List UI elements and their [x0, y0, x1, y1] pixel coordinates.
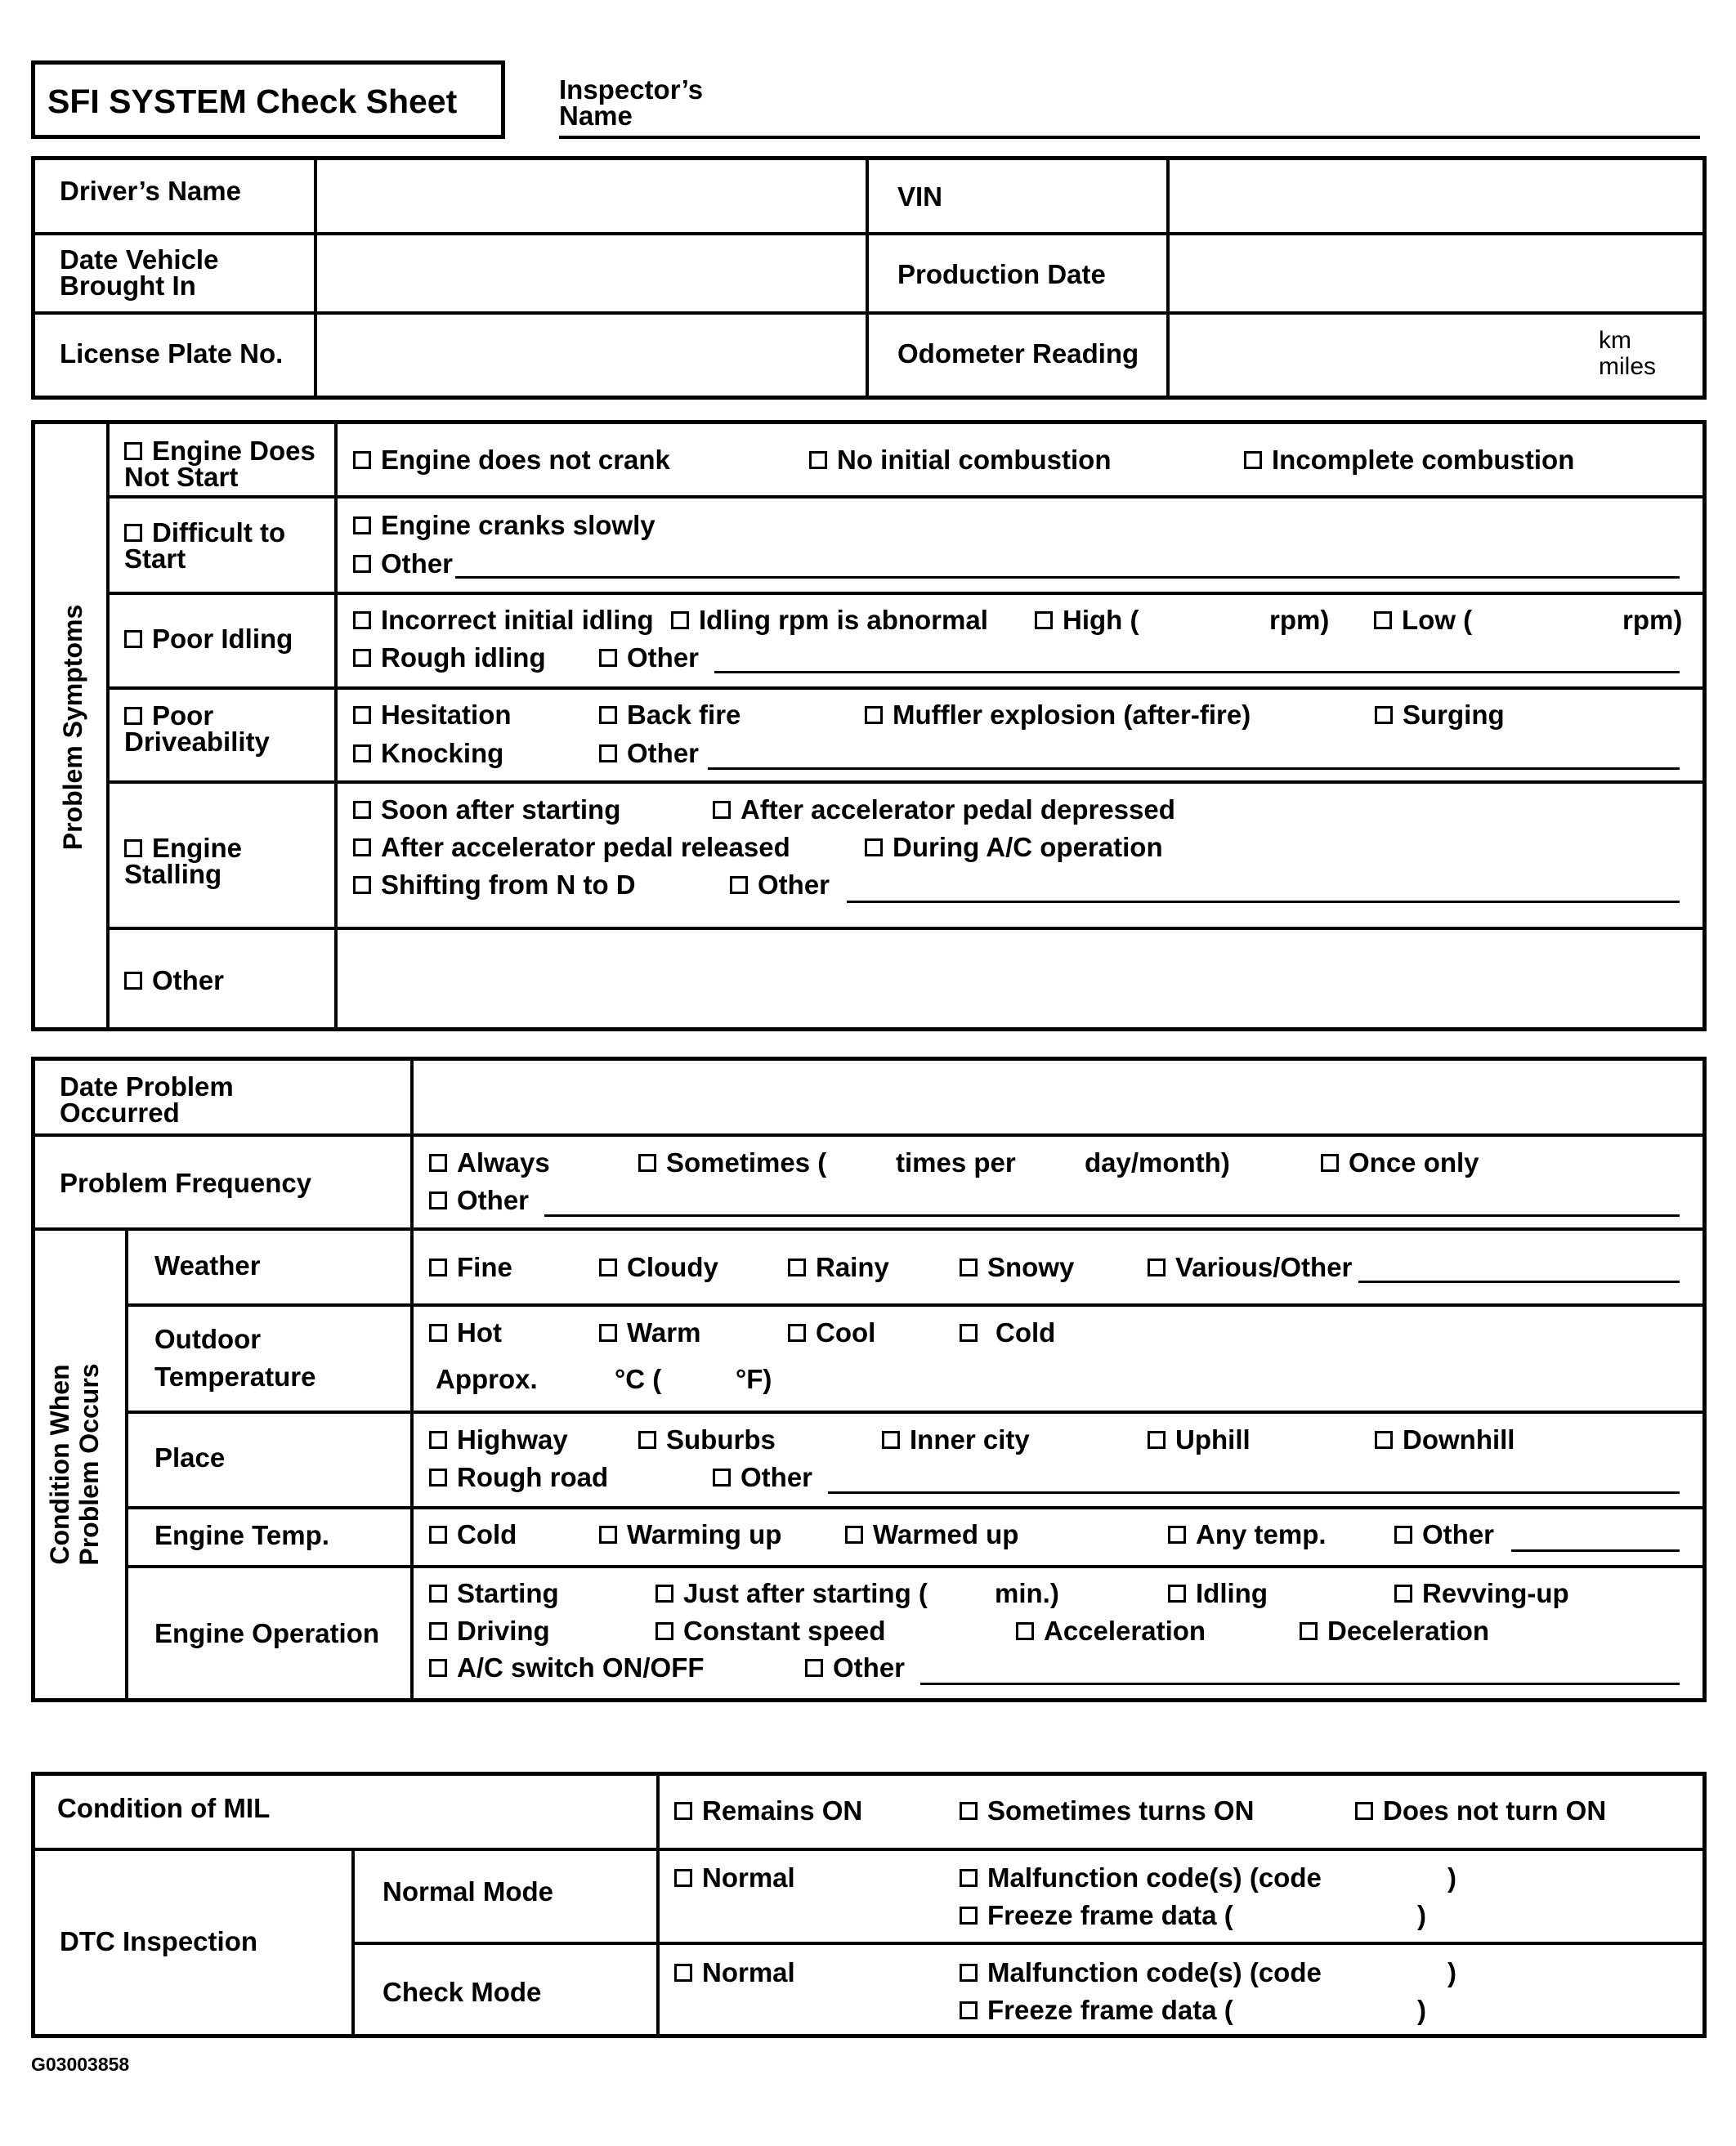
date-brought-in-field[interactable] — [320, 237, 862, 309]
drivers-name-label: Driver’s Name — [60, 176, 241, 206]
date-brought-in-label: Date Vehicle Brought In — [60, 244, 219, 301]
hesitation-option[interactable]: Hesitation — [353, 700, 512, 731]
condition-of-mil-label: Condition of MIL — [57, 1793, 271, 1823]
problem-frequency-label: Problem Frequency — [60, 1168, 312, 1198]
checkbox[interactable] — [599, 1324, 617, 1342]
stalling-other-option[interactable]: Other — [730, 870, 830, 901]
day-month-text: day/month) — [1085, 1147, 1230, 1178]
after-pedal-depressed-option[interactable]: After accelerator pedal depressed — [713, 794, 1175, 825]
drivers-name-field[interactable] — [320, 160, 862, 230]
vin-field[interactable] — [1173, 160, 1702, 230]
knocking-option[interactable]: Knocking — [353, 738, 503, 769]
place-label: Place — [154, 1442, 226, 1473]
downhill-option[interactable]: Downhill — [1375, 1424, 1515, 1455]
date-problem-occurred-field[interactable] — [417, 1061, 1702, 1131]
checkbox[interactable] — [805, 1659, 823, 1677]
checkbox[interactable] — [1355, 1802, 1373, 1820]
approx-text: Approx. — [436, 1364, 538, 1394]
checkbox[interactable] — [353, 555, 371, 573]
checkbox[interactable] — [960, 1964, 978, 1982]
odometer-unit-km: km — [1599, 327, 1631, 354]
checkbox[interactable] — [674, 1869, 692, 1887]
acceleration-option[interactable]: Acceleration — [1016, 1616, 1206, 1647]
checkbox[interactable] — [1244, 451, 1262, 469]
inspector-label: Inspector’s Name — [559, 74, 704, 131]
checkbox[interactable] — [1375, 1431, 1393, 1449]
idling-other-option[interactable]: Other — [599, 642, 699, 673]
checkbox[interactable] — [1300, 1622, 1318, 1640]
checkbox[interactable] — [788, 1324, 806, 1342]
engine-stalling-option[interactable]: Engine Stalling — [124, 833, 243, 889]
does-not-crank-option[interactable]: Engine does not crank — [353, 445, 670, 476]
checkbox[interactable] — [1374, 611, 1392, 629]
rough-road-option[interactable]: Rough road — [429, 1462, 608, 1493]
check-mode-freeze-frame-option[interactable]: Freeze frame data ( — [960, 1995, 1233, 2026]
starting-option[interactable]: Starting — [429, 1578, 559, 1609]
checkbox[interactable] — [353, 801, 371, 819]
rough-idling-option[interactable]: Rough idling — [353, 642, 546, 673]
checkbox[interactable] — [1394, 1585, 1412, 1603]
checkbox[interactable] — [429, 1259, 447, 1276]
suburbs-option[interactable]: Suburbs — [638, 1424, 776, 1455]
symptom-other-field[interactable] — [338, 931, 1702, 1027]
idling-option[interactable]: Idling — [1168, 1578, 1268, 1609]
checkbox[interactable] — [1394, 1526, 1412, 1544]
checkbox[interactable] — [1016, 1622, 1034, 1640]
surging-option[interactable]: Surging — [1375, 700, 1505, 731]
checkbox[interactable] — [429, 1469, 447, 1487]
deg-f-text: °F) — [736, 1364, 772, 1394]
checkbox[interactable] — [674, 1802, 692, 1820]
checkbox[interactable] — [1168, 1585, 1186, 1603]
once-only-option[interactable]: Once only — [1321, 1147, 1479, 1178]
checkbox[interactable] — [655, 1585, 673, 1603]
checkbox[interactable] — [599, 649, 617, 667]
check-mode-normal-option[interactable]: Normal — [674, 1957, 795, 1988]
fine-option[interactable]: Fine — [429, 1252, 512, 1283]
frequency-other-field[interactable] — [544, 1214, 1680, 1217]
does-not-turn-on-option[interactable]: Does not turn ON — [1355, 1795, 1606, 1826]
vin-label: VIN — [897, 181, 943, 212]
dtc-inspection-label: DTC Inspection — [60, 1926, 258, 1956]
idling-other-field[interactable] — [714, 671, 1680, 673]
production-date-field[interactable] — [1173, 237, 1702, 309]
incorrect-initial-idling-option[interactable]: Incorrect initial idling — [353, 605, 654, 636]
checkbox[interactable] — [429, 1324, 447, 1342]
always-option[interactable]: Always — [429, 1147, 550, 1178]
deg-c-text: °C ( — [615, 1364, 662, 1394]
check-mode-malfunction-close: ) — [1447, 1957, 1456, 1987]
checkbox[interactable] — [960, 1802, 978, 1820]
idle-high-rpm-unit: rpm) — [1269, 605, 1330, 635]
checkbox[interactable] — [429, 1191, 447, 1209]
uphill-option[interactable]: Uphill — [1148, 1424, 1251, 1455]
checkbox[interactable] — [353, 451, 371, 469]
place-other-field[interactable] — [828, 1491, 1680, 1494]
normal-mode-freeze-frame-option[interactable]: Freeze frame data ( — [960, 1900, 1233, 1931]
inspector-name-field[interactable] — [559, 136, 1700, 139]
problem-symptoms-label: Problem Symptoms — [58, 604, 87, 851]
weather-label: Weather — [154, 1250, 261, 1281]
license-plate-field[interactable] — [320, 316, 862, 396]
sometimes-on-option[interactable]: Sometimes turns ON — [960, 1795, 1254, 1826]
checkbox[interactable] — [1321, 1154, 1339, 1172]
sheet-title: SFI SYSTEM Check Sheet — [47, 83, 458, 120]
odometer-unit-miles: miles — [1599, 353, 1657, 380]
checkbox[interactable] — [1148, 1431, 1166, 1449]
checkbox[interactable] — [429, 1585, 447, 1603]
checkbox[interactable] — [124, 839, 142, 857]
checkbox[interactable] — [353, 838, 371, 856]
cool-option[interactable]: Cool — [788, 1317, 875, 1348]
revving-up-option[interactable]: Revving-up — [1394, 1578, 1569, 1609]
checkbox[interactable] — [674, 1964, 692, 1982]
checkbox[interactable] — [124, 707, 142, 725]
warm-option[interactable]: Warm — [599, 1317, 700, 1348]
deceleration-option[interactable]: Deceleration — [1300, 1616, 1489, 1647]
engine-cold-option[interactable]: Cold — [429, 1519, 517, 1550]
checkbox[interactable] — [713, 1469, 731, 1487]
place-other-option[interactable]: Other — [713, 1462, 812, 1493]
driveability-other-option[interactable]: Other — [599, 738, 699, 769]
checkbox[interactable] — [713, 801, 731, 819]
checkbox[interactable] — [429, 1659, 447, 1677]
checkbox[interactable] — [124, 524, 142, 542]
checkbox[interactable] — [429, 1526, 447, 1544]
normal-mode-normal-option[interactable]: Normal — [674, 1862, 795, 1893]
back-fire-option[interactable]: Back fire — [599, 700, 740, 731]
rainy-option[interactable]: Rainy — [788, 1252, 889, 1283]
checkbox[interactable] — [353, 876, 371, 894]
checkbox[interactable] — [960, 1324, 978, 1342]
checkbox[interactable] — [845, 1526, 863, 1544]
just-after-starting-option[interactable]: Just after starting ( — [655, 1578, 928, 1609]
ac-switch-option[interactable]: A/C switch ON/OFF — [429, 1652, 705, 1683]
checkbox[interactable] — [788, 1259, 806, 1276]
difficult-start-other-option[interactable]: Other — [353, 548, 453, 579]
checkbox[interactable] — [671, 611, 689, 629]
any-temp-option[interactable]: Any temp. — [1168, 1519, 1327, 1550]
highway-option[interactable]: Highway — [429, 1424, 568, 1455]
engine-operation-label: Engine Operation — [154, 1618, 380, 1648]
checkbox[interactable] — [865, 706, 883, 724]
operation-other-option[interactable]: Other — [805, 1652, 905, 1683]
checkbox[interactable] — [599, 1259, 617, 1276]
snowy-option[interactable]: Snowy — [960, 1252, 1074, 1283]
license-plate-label: License Plate No. — [60, 338, 284, 369]
checkbox[interactable] — [599, 1526, 617, 1544]
checkbox[interactable] — [882, 1431, 900, 1449]
engine-temp-other-field[interactable] — [1511, 1549, 1680, 1552]
operation-other-field[interactable] — [920, 1683, 1680, 1685]
checkbox[interactable] — [809, 451, 827, 469]
engine-does-not-start-option[interactable]: Engine Does Not Start — [124, 436, 315, 492]
idle-high-option[interactable]: High ( — [1035, 605, 1139, 636]
weather-other-field[interactable] — [1358, 1281, 1680, 1283]
checkbox[interactable] — [730, 876, 748, 894]
checkbox[interactable] — [638, 1154, 656, 1172]
frequency-other-option[interactable]: Other — [429, 1185, 529, 1216]
checkbox[interactable] — [353, 611, 371, 629]
incomplete-combustion-option[interactable]: Incomplete combustion — [1244, 445, 1574, 476]
checkbox[interactable] — [599, 744, 617, 762]
checkbox[interactable] — [1375, 706, 1393, 724]
checkbox[interactable] — [429, 1622, 447, 1640]
during-ac-option[interactable]: During A/C operation — [865, 832, 1163, 863]
cloudy-option[interactable]: Cloudy — [599, 1252, 718, 1283]
symptom-other-option[interactable]: Other — [124, 965, 224, 996]
checkbox[interactable] — [599, 706, 617, 724]
checkbox[interactable] — [429, 1154, 447, 1172]
cranks-slowly-option[interactable]: Engine cranks slowly — [353, 510, 655, 541]
condition-label: Condition When Problem Occurs — [45, 1363, 104, 1566]
normal-mode-freeze-frame-close: ) — [1417, 1900, 1426, 1930]
outdoor-temperature-label: Outdoor Temperature — [154, 1324, 316, 1392]
checkbox[interactable] — [960, 1259, 978, 1276]
shifting-n-to-d-option[interactable]: Shifting from N to D — [353, 870, 636, 901]
constant-speed-option[interactable]: Constant speed — [655, 1616, 886, 1647]
stalling-other-field[interactable] — [847, 901, 1680, 903]
checkbox[interactable] — [353, 706, 371, 724]
normal-mode-label: Normal Mode — [383, 1876, 554, 1907]
normal-mode-malfunction-option[interactable]: Malfunction code(s) (code — [960, 1862, 1322, 1893]
idling-rpm-abnormal-option[interactable]: Idling rpm is abnormal — [671, 605, 988, 636]
production-date-label: Production Date — [897, 259, 1106, 289]
poor-driveability-option[interactable]: Poor Driveability — [124, 700, 270, 757]
soon-after-starting-option[interactable]: Soon after starting — [353, 794, 620, 825]
remains-on-option[interactable]: Remains ON — [674, 1795, 862, 1826]
warmed-up-option[interactable]: Warmed up — [845, 1519, 1018, 1550]
checkbox[interactable] — [124, 630, 142, 648]
checkbox[interactable] — [960, 1869, 978, 1887]
checkbox[interactable] — [638, 1431, 656, 1449]
checkbox[interactable] — [124, 972, 142, 990]
check-mode-label: Check Mode — [383, 1977, 542, 2007]
check-mode-freeze-frame-close: ) — [1417, 1995, 1426, 2025]
check-mode-malfunction-option[interactable]: Malfunction code(s) (code — [960, 1957, 1322, 1988]
checkbox[interactable] — [655, 1622, 673, 1640]
difficult-to-start-option[interactable]: Difficult to Start — [124, 517, 286, 574]
inner-city-option[interactable]: Inner city — [882, 1424, 1030, 1455]
odometer-label: Odometer Reading — [897, 338, 1139, 369]
checkbox[interactable] — [1148, 1259, 1166, 1276]
checkbox[interactable] — [865, 838, 883, 856]
date-problem-occurred-label: Date Problem Occurred — [60, 1071, 234, 1128]
figure-id: G03003858 — [31, 2054, 130, 2075]
checkbox[interactable] — [124, 442, 142, 460]
min-text: min.) — [995, 1578, 1059, 1608]
hot-option[interactable]: Hot — [429, 1317, 502, 1348]
sometimes-option[interactable]: Sometimes ( — [638, 1147, 826, 1178]
checkbox[interactable] — [429, 1431, 447, 1449]
checkbox[interactable] — [353, 744, 371, 762]
muffler-explosion-option[interactable]: Muffler explosion (after-fire) — [865, 700, 1251, 731]
engine-temp-label: Engine Temp. — [154, 1520, 329, 1550]
warming-up-option[interactable]: Warming up — [599, 1519, 781, 1550]
engine-temp-other-option[interactable]: Other — [1394, 1519, 1494, 1550]
poor-idling-option[interactable]: Poor Idling — [124, 624, 293, 655]
driveability-other-field[interactable] — [708, 767, 1680, 770]
no-initial-combustion-option[interactable]: No initial combustion — [809, 445, 1112, 476]
normal-mode-malfunction-close: ) — [1447, 1862, 1456, 1893]
various-other-option[interactable]: Various/Other — [1148, 1252, 1352, 1283]
cold-option[interactable]: Cold — [960, 1317, 1055, 1348]
idle-low-option[interactable]: Low ( — [1374, 605, 1472, 636]
checkbox[interactable] — [353, 516, 371, 534]
checkbox[interactable] — [960, 1907, 978, 1925]
times-per-text: times per — [896, 1147, 1016, 1178]
checkbox[interactable] — [1035, 611, 1053, 629]
idle-low-rpm-unit: rpm) — [1622, 605, 1683, 635]
checkbox[interactable] — [960, 2001, 978, 2019]
odometer-field[interactable] — [1173, 316, 1582, 396]
after-pedal-released-option[interactable]: After accelerator pedal released — [353, 832, 790, 863]
difficult-start-other-field[interactable] — [455, 576, 1680, 579]
driving-option[interactable]: Driving — [429, 1616, 550, 1647]
checkbox[interactable] — [1168, 1526, 1186, 1544]
checkbox[interactable] — [353, 649, 371, 667]
